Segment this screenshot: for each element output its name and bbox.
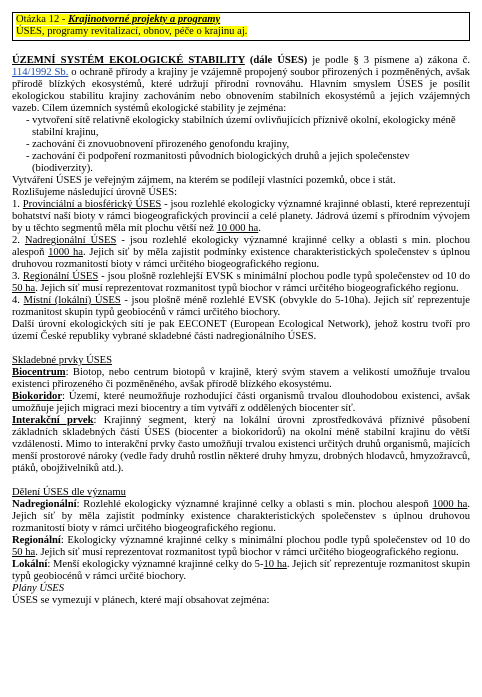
division-text: : Rozlehlé ekologicky významné krajinné celky a oblasti s min. plochou alespoň [76, 499, 433, 510]
law-link[interactable]: 114/1992 Sb. [12, 67, 69, 78]
level-name: Regionální ÚSES [22, 271, 99, 282]
component-biocentrum [12, 367, 470, 391]
intro-term: ÚZEMNÍ SYSTÉM EKOLOGICKÉ STABILITY [12, 55, 245, 66]
question-title-line [16, 14, 466, 26]
levels-intro: Rozlišujeme následující úrovně ÚSES: [12, 187, 178, 198]
component-text: : Krajinný segment, který na lokální úrovni zprostředkovává příznivé působení základních skladebných částí ÚSES (biocenter a biokoridorů) na okolní méně stabilní krajinu do větší vzdálenosti. Mimo to interakční prvky často umožňují trvalou existenci určitých druhů organismů, majících menší prostorové nároky (vedle řady druhů rostlin některé druhy hmyzu, drobných hlodavců, hmyzožravců, ptáků, obojživelníků atd.). [12, 415, 470, 474]
level-value: 10 000 ha [216, 223, 259, 234]
question-title: Krajinotvorné projekty a programy [68, 14, 221, 25]
component-term: Interakční prvek [12, 415, 94, 426]
level-number: 4. [12, 295, 24, 306]
level-item-2 [12, 235, 470, 271]
level-value: 50 ha [12, 283, 36, 294]
division-term: Lokální [12, 559, 48, 570]
component-biokoridor [12, 391, 470, 415]
plans-text: ÚSES se vymezují v plánech, které mají obsahovat zejména: [12, 595, 270, 606]
goal-item: - zachování či znovuobnovení přirozeného genofondu krajiny, [26, 139, 290, 150]
level-end: . Jejich síť by měla zajistit podmínky existence charakteristických společenstev s úplnou druhovou rozmanitostí bioty v rámci určitého biogeografického regionu. [12, 247, 470, 270]
level-number: 3. [12, 271, 23, 282]
level-number: 1. [12, 199, 23, 210]
goals-list [12, 115, 470, 175]
goal-item: - zachování či podpoření rozmanitosti původních biologických druhů a jejich společenstev (biodiverzity). [26, 151, 410, 174]
level-item-4 [12, 295, 470, 319]
division-text: : Ekologicky významné krajinné celky s minimální plochou podle typů společenstev od 10 do [60, 535, 470, 546]
level-text: - jsou rozlehlé ekologicky významné krajinné celky a oblasti s min. plochou alespoň [12, 235, 471, 258]
level-end: . [258, 223, 261, 234]
level-name: Místní (lokální) ÚSES [23, 295, 121, 306]
division-heading: Dělení ÚSES dle významu [12, 487, 126, 498]
division-term: Regionální [12, 535, 61, 546]
division-text: : Menší ekologicky významné krajinné celky do 5- [47, 559, 264, 570]
intro-text-1: je podle § 3 písmene a) zákona č. [307, 55, 471, 66]
question-header [12, 12, 470, 41]
level-name: Nadregionální ÚSES [24, 235, 117, 246]
component-interakcni-prvek [12, 415, 470, 475]
level-item-1 [12, 199, 470, 235]
eeconet-text: Další úrovní ekologických sítí je pak EECONET (European Ecological Network), jehož kostru tvoří pro území České republiky vybrané skladebné části nadregionálního ÚSES. [12, 319, 470, 342]
division-term: Nadregionální [12, 499, 77, 510]
level-value: 1000 ha [48, 247, 83, 258]
level-text: - jsou plošně méně rozlehlé EVSK (obvykle do 5-10ha). Jejich síť reprezentuje rozmanitost skupin typů geobiocénů v rámci určitého biochory. [12, 295, 470, 318]
level-end: . Jejich síť musí reprezentovat rozmanitost typů biochor v rámci určitého biogeografického regionu. [35, 283, 459, 294]
intro-term-suffix: (dále ÚSES) [244, 55, 308, 66]
plans-heading: Plány ÚSES [12, 583, 65, 594]
level-number: 2. [12, 235, 25, 246]
level-text: - jsou plošně rozlehlejší EVSK s minimální plochou podle typů společenstev od 10 do [98, 271, 471, 282]
division-end: . Jejich síť by měla zajistit podmínky existence charakteristických společenstev s úplnou druhovou rozmanitostí bioty v rámci určitého biogeografického regionu. [12, 499, 470, 534]
component-term: Biokoridor [12, 391, 63, 402]
intro-text-2: o ochraně přírody a krajiny je vzájemně propojený soubor přirozených i pozměněných, avšak přírodě blízkých ekosystémů, které udržují přírodní rovnováhu. Hlavním smyslem ÚSES je posílit ekologickou stabilitu krajiny zachováním nebo obnovením stabilních ekosystémů a jejich vzájemných vazeb. Cílem územních systémů ekologické stability je zejména: [12, 67, 470, 114]
question-subtitle: ÚSES, programy revitalizací, obnov, péče o krajinu aj. [16, 26, 248, 37]
component-text: : Biotop, nebo centrum biotopů v krajině, který svým stavem a velikostí umožňuje trvalou existenci přirozeného či pozměněného, avšak přírodě blízkého ekosystému. [12, 367, 470, 390]
division-end: . Jejich síť reprezentuje rozmanitost skupin typů geobiocénů v rámci určité biochory. [12, 559, 470, 582]
component-text: : Území, které neumožňuje rozhodující části organismů trvalou dlouhodobou existenci, avšak umožňuje jejich migraci mezi biocentry a tím vytváří z oddělených biocenter síť. [12, 391, 470, 414]
division-end: . Jejich síť musí reprezentovat rozmanitost typů biochor v rámci určitého biogeografického regionu. [35, 547, 459, 558]
division-nadregionalni [12, 499, 470, 535]
level-item-3 [12, 271, 470, 295]
division-lokalni [12, 559, 470, 583]
division-value: 10 ha [263, 559, 287, 570]
intro-paragraph [12, 55, 470, 115]
public-interest-text: Vytváření ÚSES je veřejným zájmem, na kterém se podílejí vlastníci pozemků, obce i stát. [12, 175, 396, 186]
division-value: 50 ha [12, 547, 36, 558]
division-regionalni [12, 535, 470, 559]
question-prefix: Otázka 12 - [16, 14, 69, 25]
goal-item: - vytvoření sítě relativně ekologicky stabilních území ovlivňujících příznivě okolní, ekologicky méně stabilní krajinu, [26, 115, 456, 138]
component-term: Biocentrum [12, 367, 66, 378]
level-name: Provinciální a biosférický ÚSES [22, 199, 162, 210]
components-heading: Skladebné prvky ÚSES [12, 355, 113, 366]
question-subtitle-line [16, 26, 466, 38]
level-text: - jsou rozlehlé ekologicky významné krajinné oblasti, které reprezentují bohatství naší bioty v rámci biogeografických provincií a celé planety. Jádrová území s přírodním vývojem by u těchto segmentů měla mít plochu větší než [12, 199, 471, 234]
division-value: 1000 ha [432, 499, 468, 510]
